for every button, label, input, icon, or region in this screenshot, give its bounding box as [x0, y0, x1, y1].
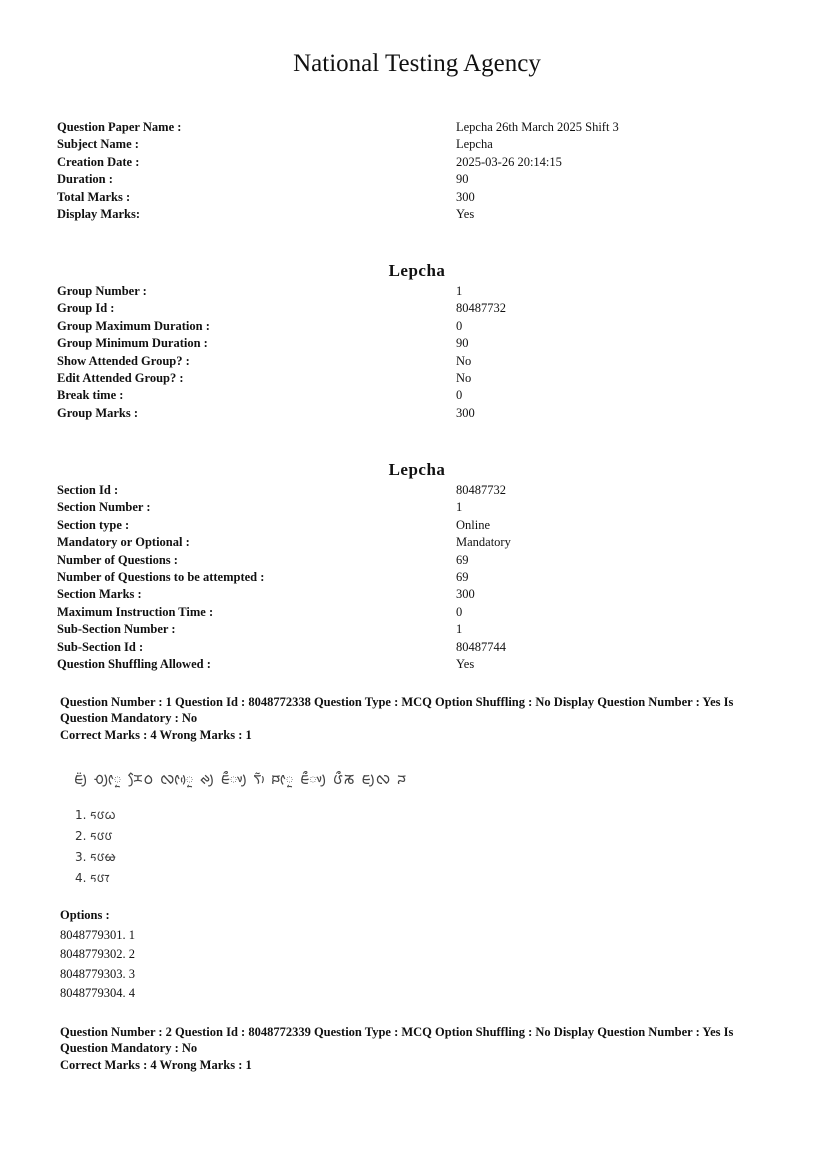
info-value: 300	[456, 189, 475, 204]
question-1-choices	[75, 805, 116, 889]
paper-info-table	[0, 119, 826, 223]
info-key: Section Number :	[57, 500, 151, 515]
info-value: Yes	[456, 206, 475, 221]
info-value: 2025-03-26 20:14:15	[456, 154, 562, 169]
info-key: Maximum Instruction Time :	[57, 604, 214, 619]
info-row	[0, 171, 826, 188]
info-row	[0, 499, 826, 516]
question-1-choice: 3. ᰁᰂᰄ	[75, 850, 116, 864]
info-key: Sub-Section Id :	[57, 639, 144, 654]
question-1-choice: 4. ᰁᰂᰅ	[75, 871, 110, 885]
info-value: 1	[456, 622, 463, 637]
info-row	[0, 604, 826, 621]
option-item: 8048779303. 3	[60, 966, 135, 981]
question-1-text: ᰀᰪᰮ ᰆᰪᰦᰬ ᰌᰧᰓ ᰜᰦᰬᰴ ᰊᰪ ᰀᰰᰤᰪ ᰛᰥᰶ ᰐᰦᰬ ᰀᰰᰤᰪ ᰂᰰᰕ ᰀᰪᰜ ᰎ	[74, 770, 408, 788]
info-key: Subject Name :	[57, 137, 139, 152]
info-key: Duration :	[57, 172, 113, 187]
info-row	[0, 534, 826, 551]
section-heading: Lepcha	[388, 460, 446, 479]
info-key: Show Attended Group? :	[57, 353, 190, 368]
info-key: Group Id :	[57, 301, 115, 316]
info-key: Section Marks :	[57, 587, 142, 602]
info-value: 0	[456, 318, 463, 333]
info-key: Number of Questions to be attempted :	[57, 569, 265, 584]
info-key: Break time :	[57, 388, 124, 403]
question-1-header-line2: Question Mandatory : No	[60, 711, 198, 725]
info-row	[0, 154, 826, 171]
info-row	[0, 353, 826, 370]
info-value: Online	[456, 517, 491, 532]
info-value: 80487744	[456, 639, 506, 654]
info-key: Edit Attended Group? :	[57, 370, 184, 385]
info-key: Group Marks :	[57, 405, 139, 420]
info-row	[0, 189, 826, 206]
info-key: Number of Questions :	[57, 552, 178, 567]
question-2-header-line2: Question Mandatory : No	[60, 1041, 198, 1055]
question-1-marks: Correct Marks : 4 Wrong Marks : 1	[60, 728, 252, 742]
info-key: Creation Date :	[57, 154, 140, 169]
info-row	[0, 119, 826, 136]
page-title: National Testing Agency	[293, 50, 541, 77]
info-row	[0, 206, 826, 223]
info-value: 0	[456, 604, 463, 619]
info-row	[0, 552, 826, 569]
info-row	[0, 639, 826, 656]
info-key: Group Number :	[57, 284, 147, 298]
info-row	[0, 586, 826, 603]
info-value: 300	[456, 405, 475, 420]
info-value: Yes	[456, 656, 475, 671]
option-item: 8048779302. 2	[60, 947, 135, 962]
info-value: 69	[456, 552, 469, 567]
question-2-marks: Correct Marks : 4 Wrong Marks : 1	[60, 1058, 252, 1072]
info-value: 90	[456, 172, 469, 187]
info-key: Group Maximum Duration :	[57, 318, 210, 333]
option-item: 8048779301. 1	[60, 928, 135, 942]
question-1-choice: 1. ᰁᰂᰃ	[75, 808, 116, 822]
info-key: Question Paper Name :	[57, 120, 182, 134]
info-key: Mandatory or Optional :	[57, 535, 190, 550]
info-row	[0, 370, 826, 387]
info-row	[0, 405, 826, 422]
info-key: Question Shuffling Allowed :	[57, 656, 211, 671]
info-row	[0, 656, 826, 673]
info-row	[0, 569, 826, 586]
info-row	[0, 300, 826, 317]
info-row	[0, 517, 826, 534]
group-info-table	[0, 283, 826, 422]
question-1-header	[60, 694, 760, 743]
info-key: Total Marks :	[57, 189, 131, 204]
question-1-header-line1: Question Number : 1 Question Id : 8048772338 Question Type : MCQ Option Shuffling : No Display Question Number : Yes Is	[60, 695, 734, 709]
info-value: 69	[456, 569, 469, 584]
info-row	[0, 318, 826, 335]
question-2-header	[60, 1024, 760, 1073]
info-key: Section Id :	[57, 483, 119, 497]
info-key: Group Minimum Duration :	[57, 336, 208, 351]
info-value: No	[456, 353, 472, 368]
option-item: 8048779304. 4	[60, 986, 135, 1001]
info-key: Sub-Section Number :	[57, 622, 176, 637]
info-row	[0, 387, 826, 404]
info-value: 1	[456, 500, 463, 515]
info-row	[0, 136, 826, 153]
info-value: Mandatory	[456, 535, 511, 550]
info-row	[0, 482, 826, 499]
info-value: Lepcha 26th March 2025 Shift 3	[456, 120, 619, 134]
question-1-choice: 2. ᰁᰂᰂ	[75, 829, 113, 843]
info-key: Section type :	[57, 517, 130, 532]
options-list	[60, 926, 135, 1004]
options-label: Options :	[60, 908, 110, 922]
info-value: 90	[456, 336, 469, 351]
info-key: Display Marks:	[57, 206, 140, 221]
info-value: 1	[456, 284, 463, 298]
info-row	[0, 283, 826, 300]
info-row	[0, 621, 826, 638]
info-value: 0	[456, 388, 463, 403]
info-value: 300	[456, 587, 475, 602]
info-row	[0, 335, 826, 352]
info-value: No	[456, 370, 472, 385]
question-2-header-line1: Question Number : 2 Question Id : 8048772339 Question Type : MCQ Option Shuffling : No Display Question Number : Yes Is	[60, 1025, 734, 1039]
group-heading: Lepcha	[388, 261, 446, 280]
info-value: Lepcha	[456, 137, 493, 152]
info-value: 80487732	[456, 301, 506, 316]
info-value: 80487732	[456, 483, 506, 497]
section-info-table	[0, 482, 826, 673]
